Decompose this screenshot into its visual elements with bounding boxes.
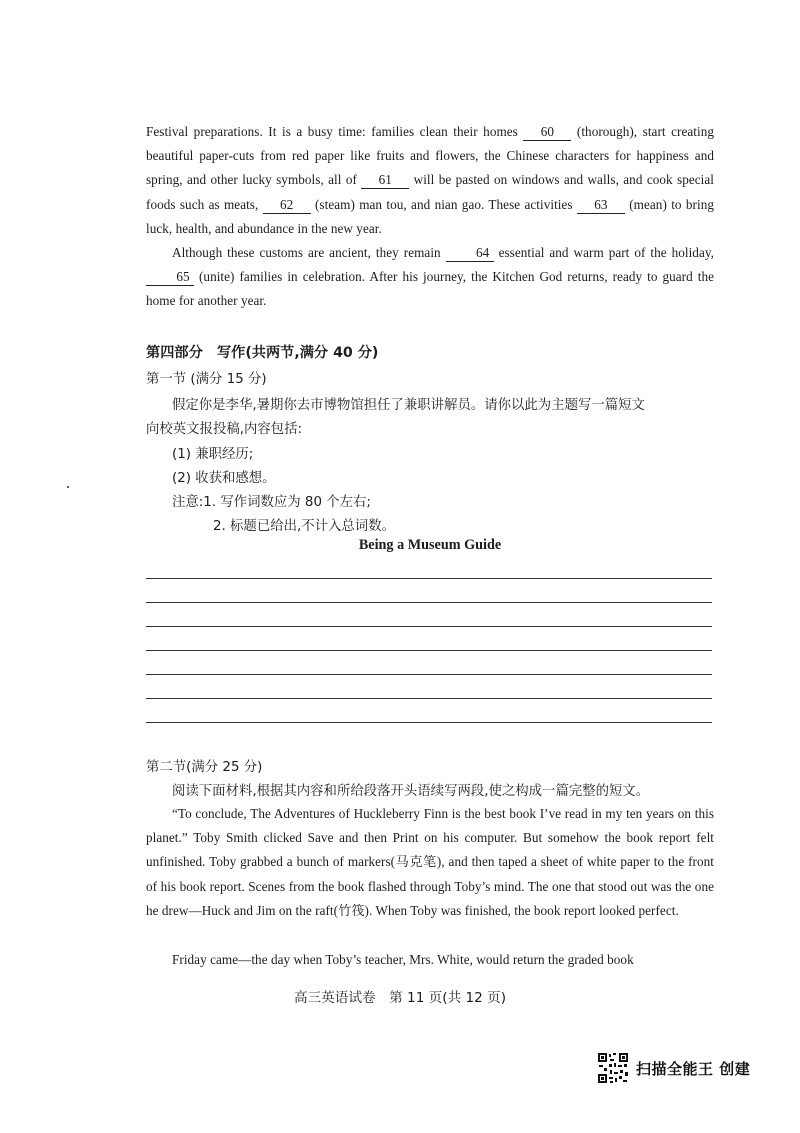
blank-65[interactable]: 65 bbox=[146, 269, 194, 286]
essay-title: Being a Museum Guide bbox=[358, 537, 502, 553]
story-paragraph-1: “To conclude, The Adventures of Huckleberry Finn is the best book I’ve read in my ten years on this planet.” Toby Smith clicked Save and then Print on his computer. But somehow the book report felt unfinished. Toby grabbed a bunch of markers(马克笔), and then taped a sheet of white paper to the front of his book report. Scenes from the book flashed through Toby’s mind. The one that stood out was the one he drew—Huck and Jim on the raft(竹筏). When Toby was finished, the book report looked perfect. bbox=[146, 806, 714, 918]
writing-line[interactable] bbox=[146, 674, 712, 675]
text-run: Festival preparations. It is a busy time: families clean their homes bbox=[146, 124, 524, 139]
text-run: (unite) families in celebration. After his journey, the Kitchen God returns, ready to guard the home for another year. bbox=[146, 269, 714, 309]
passage-paragraph-2 bbox=[146, 241, 714, 314]
text-run: (thorough), start creating beautiful paper-cuts from red paper like fruits and flowers, the Chinese characters for happiness and spring, and other lucky symbols, all of bbox=[146, 124, 714, 188]
writing-line[interactable] bbox=[146, 650, 712, 651]
text-run: (steam) man tou, and nian gao. These activities bbox=[310, 196, 577, 212]
story-paragraph-2: Friday came—the day when Toby’s teacher, Mrs. White, would return the graded book bbox=[172, 952, 634, 967]
watermark-text: 扫描全能王 创建 bbox=[636, 1059, 751, 1078]
writing-line[interactable] bbox=[146, 698, 712, 699]
part4-heading: 第四部分 写作(共两节,满分 40 分) bbox=[146, 345, 379, 361]
writing-line[interactable] bbox=[146, 602, 712, 603]
writing-line[interactable] bbox=[146, 626, 712, 627]
section1-note1: 注意:1. 写作词数应为 80 个左右; bbox=[172, 495, 371, 510]
scan-speck bbox=[67, 486, 69, 488]
text-run: essential and warm part of the holiday, bbox=[493, 245, 714, 260]
blank-60[interactable]: 60 bbox=[523, 124, 571, 141]
text-run: (mean) to bring luck, health, and abundance in the new year. bbox=[146, 196, 714, 236]
section1-note2: 2. 标题已给出,不计入总词数。 bbox=[213, 519, 395, 534]
section1-heading: 第一节 (满分 15 分) bbox=[146, 372, 267, 387]
passage-paragraph-1 bbox=[146, 120, 714, 241]
section2-instruction: 阅读下面材料,根据其内容和所给段落开头语续写两段,使之构成一篇完整的短文。 bbox=[172, 784, 650, 799]
section1-item1: (1) 兼职经历; bbox=[172, 447, 254, 462]
section1-item2: (2) 收获和感想。 bbox=[172, 471, 276, 486]
page-footer: 高三英语试卷 第 11 页(共 12 页) bbox=[293, 990, 507, 1006]
text-run: Although these customs are ancient, they remain bbox=[172, 245, 446, 260]
blank-63[interactable]: 63 bbox=[577, 197, 625, 214]
scanner-watermark bbox=[597, 1052, 750, 1084]
qr-code-icon bbox=[597, 1052, 629, 1084]
blank-61[interactable]: 61 bbox=[361, 172, 409, 189]
section2-heading: 第二节(满分 25 分) bbox=[146, 760, 263, 775]
section1-prompt-line1: 假定你是李华,暑期你去市博物馆担任了兼职讲解员。请你以此为主题写一篇短文 bbox=[172, 398, 645, 413]
blank-64[interactable]: 64 bbox=[446, 245, 494, 262]
blank-62[interactable]: 62 bbox=[263, 197, 311, 214]
text-run: will be pasted on windows and walls, and cook special foods such as meats, bbox=[146, 172, 714, 212]
writing-line[interactable] bbox=[146, 722, 712, 723]
writing-line[interactable] bbox=[146, 578, 712, 579]
section1-prompt-line2: 向校英文报投稿,内容包括: bbox=[146, 422, 303, 437]
